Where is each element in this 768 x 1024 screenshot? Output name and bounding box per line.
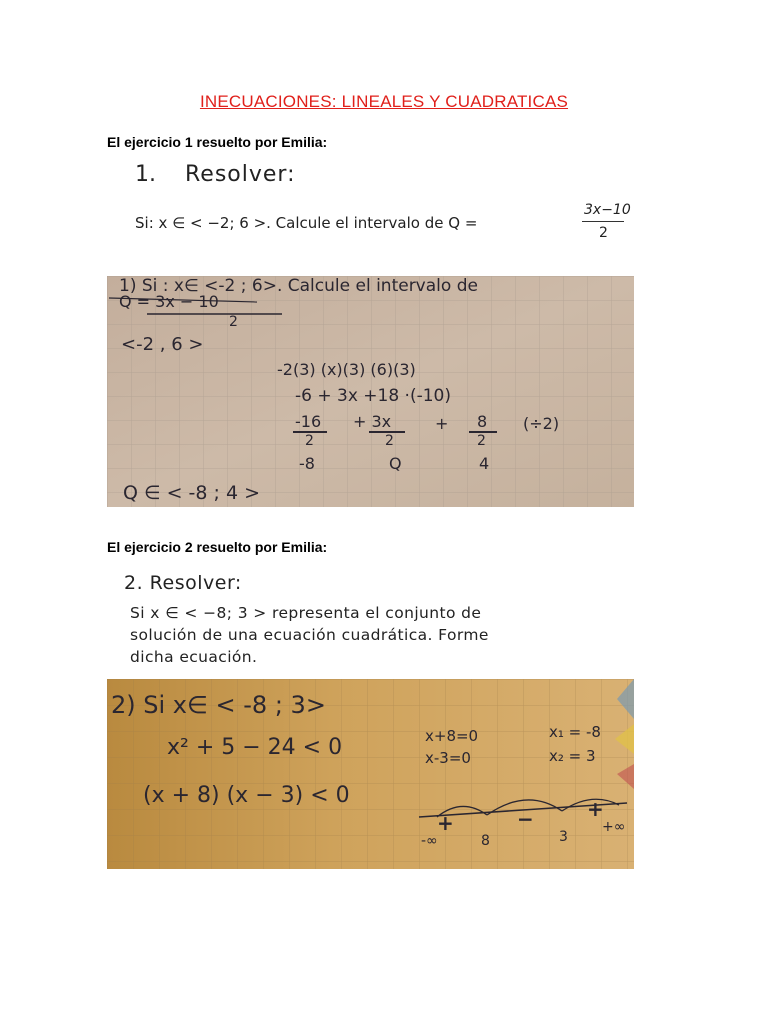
hw2-line1: 2) Si x∈ < -8 ; 3> [111, 691, 326, 719]
hw2-eq2: x-3=0 [425, 749, 471, 767]
hw1-answer: Q ∈ < -8 ; 4 > [123, 482, 261, 504]
hw2-eq1: x+8=0 [425, 727, 479, 745]
fraction-bar [582, 221, 624, 222]
hw1-frac2-num: + 3x [353, 412, 392, 431]
hw2-line2: x² + 5 − 24 < 0 [167, 735, 343, 760]
hw1-line3: <-2 , 6 > [121, 334, 204, 355]
tick-8: 8 [481, 833, 490, 849]
section2-heading: El ejercicio 2 resuelto por Emilia: [107, 539, 328, 555]
hw1-plus: + [435, 414, 449, 433]
hw1-line4: -2(3) (x)(3) (6)(3) [277, 360, 416, 379]
sign-plus-left: + [437, 811, 454, 835]
hw1-line2b: 2 [229, 314, 238, 330]
problem2-line2: solución de una ecuación cuadrática. Forme [130, 626, 489, 644]
hw1-frac2-den: 2 [385, 433, 394, 449]
hw1-line7c: 4 [479, 454, 490, 473]
hw1-frac3-num: 8 [477, 412, 488, 431]
fraction-numerator: 3x−10 [584, 202, 631, 218]
handwritten-photo-1 [107, 276, 634, 507]
hw2-line3: (x + 8) (x − 3) < 0 [143, 783, 350, 808]
section1-heading: El ejercicio 1 resuelto por Emilia: [107, 134, 328, 150]
problem2-line1: Si x ∈ < −8; 3 > representa el conjunto de [130, 604, 482, 622]
fraction-denominator: 2 [599, 225, 608, 241]
problem1-word: Resolver: [185, 162, 296, 187]
hw2-root2: x₂ = 3 [549, 747, 596, 765]
page-title: INECUACIONES: LINEALES Y CUADRATICAS [199, 92, 569, 111]
hw1-frac1-den: 2 [305, 433, 314, 449]
tick-neg-infinity: -∞ [421, 833, 438, 849]
hw1-line7a: -8 [299, 454, 315, 473]
hw1-line2: Q = 3x − 10 [119, 292, 219, 311]
sign-plus-right: + [587, 797, 604, 821]
tick-pos-infinity: +∞ [602, 819, 626, 835]
problem2-line3: dicha ecuación. [130, 648, 258, 666]
tick-3: 3 [559, 829, 568, 845]
handwritten-photo-2 [107, 679, 634, 869]
hw1-frac1-num: -16 [295, 412, 322, 431]
hw1-line7b: Q [389, 454, 402, 473]
hw1-div2: (÷2) [523, 414, 560, 433]
hw1-frac3-den: 2 [477, 433, 486, 449]
sign-minus-middle: − [517, 807, 534, 831]
hw1-line5: -6 + 3x +18 ·(-10) [295, 386, 451, 406]
problem2-title: 2. Resolver: [124, 572, 242, 594]
problem1-number: 1. [135, 162, 156, 187]
hw2-root1: x₁ = -8 [549, 723, 601, 741]
problem1-text: Si: x ∈ < −2; 6 >. Calcule el intervalo de Q = [135, 214, 478, 232]
hw1-line1: 1) Si : x∈ <-2 ; 6>. Calcule el intervalo de [119, 276, 478, 296]
